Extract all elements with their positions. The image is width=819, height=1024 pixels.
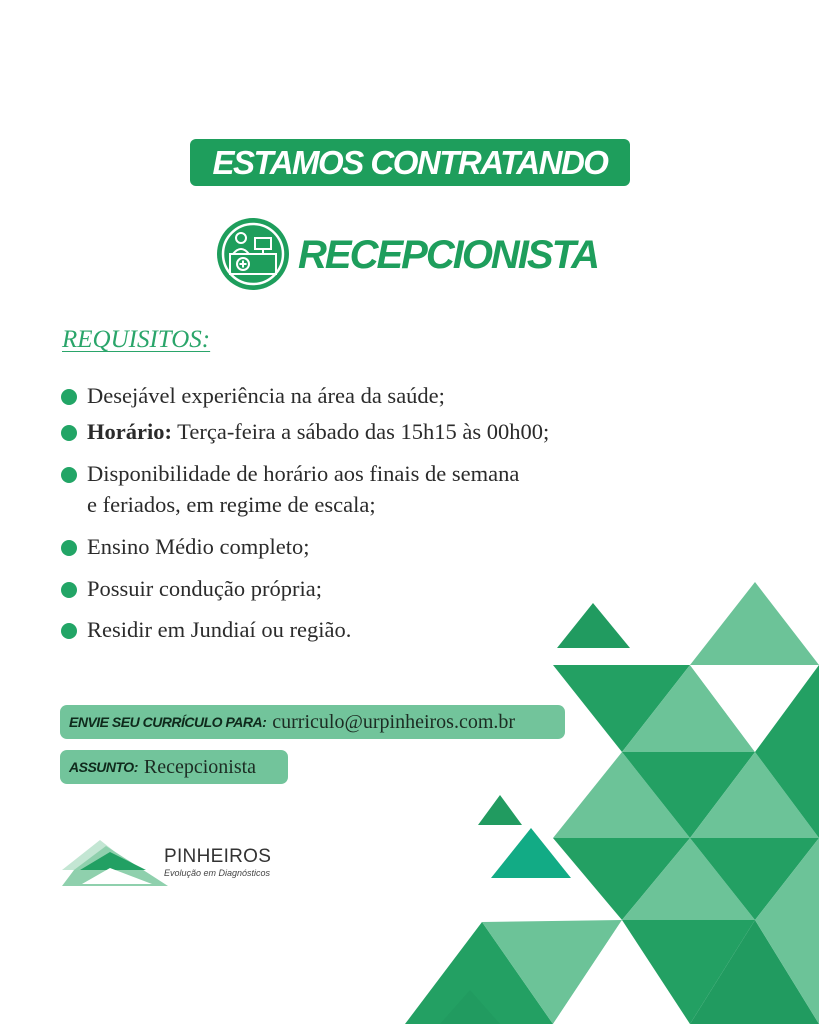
brand-tagline: Evolução em Diagnósticos (164, 868, 271, 878)
resume-label: ENVIE SEU CURRÍCULO PARA: (69, 714, 267, 730)
requirement-label: Horário: (87, 419, 172, 444)
requirement-text: Residir em Jundiaí ou região. (87, 617, 352, 642)
resume-email[interactable]: curriculo@urpinheiros.com.br (272, 710, 516, 733)
bullet-dot (61, 425, 77, 441)
requirement-text: Disponibilidade de horário aos finais de semana (87, 461, 520, 486)
requirements-heading: REQUISITOS: (62, 326, 211, 353)
list-item (60, 380, 620, 411)
subject-label: ASSUNTO: (69, 759, 138, 775)
brand-name: PINHEIROS (164, 846, 272, 867)
requirements-list (60, 380, 620, 645)
bullet-dot (61, 540, 77, 556)
list-item (60, 614, 620, 645)
bullet-dot (61, 623, 77, 639)
requirement-text: Possuir condução própria; (87, 576, 322, 601)
hiring-banner-text: ESTAMOS CONTRATANDO (212, 143, 608, 181)
requirement-text: Desejável experiência na área da saúde; (87, 383, 445, 408)
requirement-text-cont: e feriados, em regime de escala; (87, 492, 376, 517)
subject-value: Recepcionista (143, 755, 257, 778)
list-item (60, 458, 620, 520)
bullet-dot (61, 467, 77, 483)
list-item (60, 573, 620, 604)
requirement-text: Ensino Médio completo; (87, 534, 310, 559)
role-title: RECEPCIONISTA (298, 233, 598, 277)
bullet-dot (61, 582, 77, 598)
list-item (60, 416, 620, 447)
subject-pill (60, 750, 288, 784)
pinheiros-logo-icon (62, 838, 170, 886)
requirement-text: Terça-feira a sábado das 15h15 às 00h00; (171, 419, 550, 444)
list-item (60, 531, 620, 562)
hiring-banner (190, 139, 630, 186)
receptionist-icon (215, 216, 291, 292)
resume-contact-pill (60, 705, 565, 739)
bullet-dot (61, 389, 77, 405)
